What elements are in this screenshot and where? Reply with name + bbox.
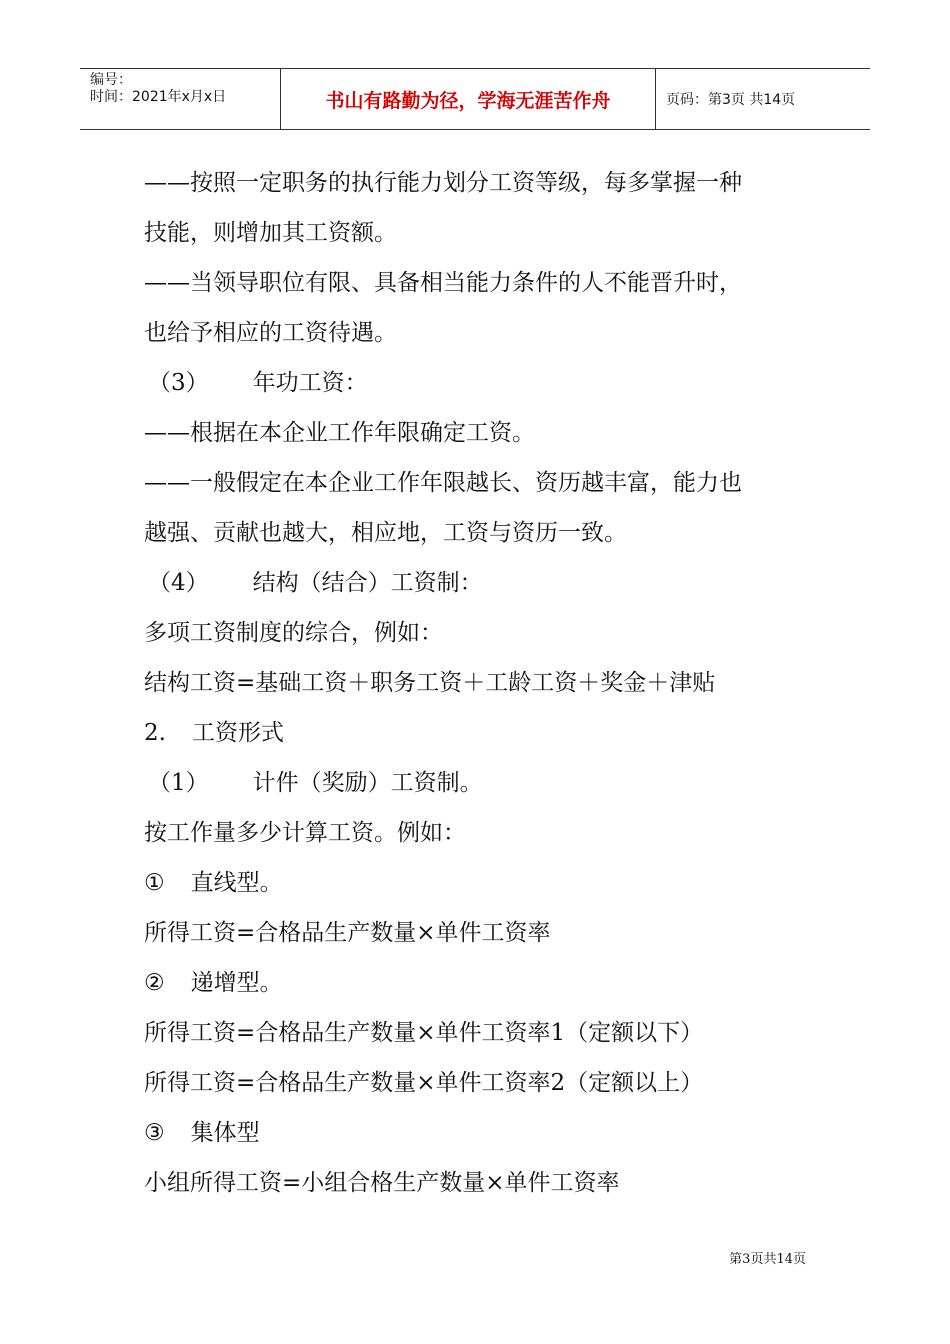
- circled-number: ③: [144, 1120, 165, 1146]
- circled-number: ②: [144, 970, 165, 996]
- paragraph-line: ——一般假定在本企业工作年限越长、资历越丰富，能力也: [144, 470, 742, 496]
- list-item: [144, 1108, 824, 1158]
- section-number: （3）: [148, 370, 209, 396]
- list-item: [144, 958, 824, 1008]
- section-title: 工资形式: [191, 720, 284, 746]
- section-heading: [144, 558, 824, 608]
- paragraph-line: 技能，则增加其工资额。: [144, 220, 397, 246]
- paragraph-line: 多项工资制度的综合，例如：: [144, 620, 443, 646]
- paragraph-line: 越强、贡献也越大，相应地，工资与资历一致。: [144, 520, 627, 546]
- section-title: 结构（结合）工资制：: [252, 570, 483, 596]
- list-item-text: 直线型。: [190, 870, 283, 896]
- section-number: （1）: [148, 770, 209, 796]
- document-number-label: 编号：: [90, 72, 132, 88]
- page-footer: 第3页共14页: [729, 1252, 806, 1267]
- list-item-text: 递增型。: [190, 970, 283, 996]
- section-heading: [144, 358, 824, 408]
- header-page-info: 页码：第3页 共14页: [666, 92, 796, 108]
- section-number: 2.: [144, 720, 166, 746]
- section-heading: [144, 758, 824, 808]
- formula-line: 小组所得工资=小组合格生产数量×单件工资率: [144, 1170, 620, 1196]
- paragraph-line: ——按照一定职务的执行能力划分工资等级，每多掌握一种: [144, 170, 742, 196]
- formula-line: 结构工资=基础工资＋职务工资＋工龄工资＋奖金＋津贴: [144, 670, 716, 696]
- paragraph-line: 也给予相应的工资待遇。: [144, 320, 397, 346]
- document-date: 时间：2021年x月x日: [90, 89, 227, 105]
- list-item: [144, 858, 824, 908]
- header-motto: 书山有路勤为径，学海无涯苦作舟: [281, 69, 656, 129]
- paragraph-line: ——当领导职位有限、具备相当能力条件的人不能晋升时，: [144, 270, 742, 296]
- formula-line: 所得工资=合格品生产数量×单件工资率2（定额以上）: [144, 1070, 704, 1096]
- section-number: （4）: [148, 570, 209, 596]
- circled-number: ①: [144, 870, 165, 896]
- formula-line: 所得工资=合格品生产数量×单件工资率1（定额以下）: [144, 1020, 704, 1046]
- formula-line: 所得工资=合格品生产数量×单件工资率: [144, 920, 551, 946]
- list-item-text: 集体型: [190, 1120, 260, 1146]
- section-title: 计件（奖励）工资制。: [252, 770, 483, 796]
- page-header: [80, 68, 870, 130]
- document-body: [144, 158, 824, 1208]
- header-meta: [80, 69, 281, 129]
- section-title: 年功工资：: [252, 370, 368, 396]
- paragraph-line: ——根据在本企业工作年限确定工资。: [144, 420, 535, 446]
- paragraph-line: 按工作量多少计算工资。例如：: [144, 820, 466, 846]
- section-heading: [144, 708, 824, 758]
